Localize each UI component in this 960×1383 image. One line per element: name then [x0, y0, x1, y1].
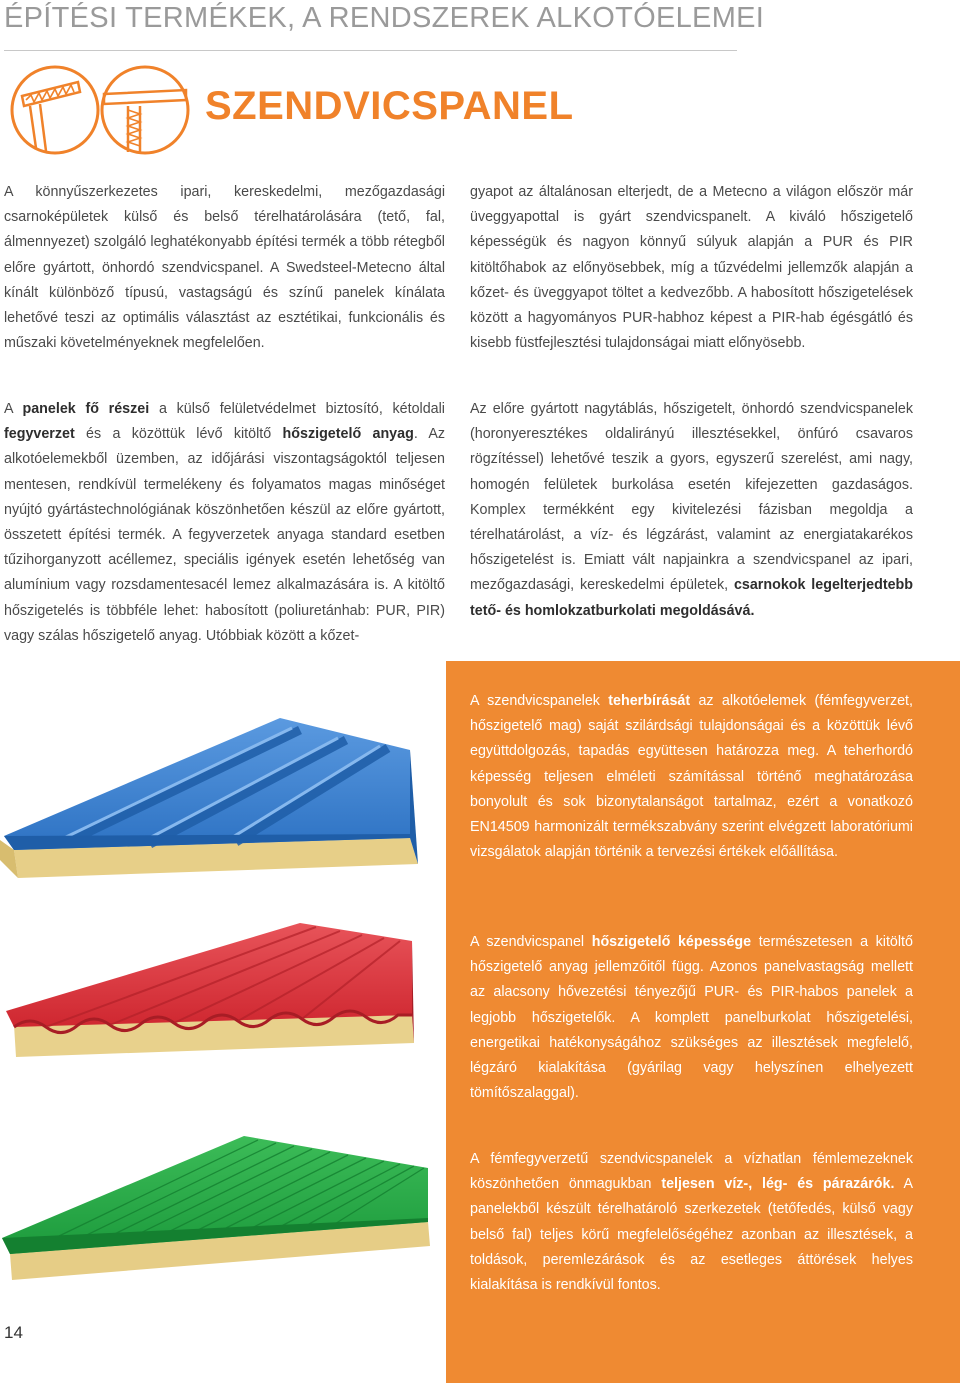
intro-right-text: gyapot az általánosan elterjedt, de a Metecno a világon először már üveggyapottal is gyárt szendvicspanelt. A kiváló hőszigetelő képességük és nagyon könnyű súlyuk alapján a PUR és PIR kitöltőhabok az előnyösebbek, míg a tűzvédelmi jellemzők alapján a kőzet- és üveggyapot töltet a kedvezőbb. A habosított hőszigetelések között a hagyományos PUR-habhoz képest a PIR-hab égésgátló és kisebb füstfejlesztési tulajdonságai miatt előnyösebb. — [470, 184, 913, 352]
emphasis-solution: csarnokok legelterjedtebb tető- és homlokzatburkolati megoldásává. — [470, 577, 914, 619]
parts-left-column — [4, 397, 445, 649]
parts-right-text: Az előre gyártott nagytáblás, hőszigetelt, önhordó szendvicspanelek (horonyeresztékes oldalirányú illesztésekkel, önfúró csavaros rögzítéssel) lehetővé teszik a gyors, egyszerű szerelést, ami nagy, homogén felületek burkolása esetén kifejezetten gazdaságos. Komplex termékként egy kivitelezési fázisban megoldja a térelhatárolást, a víz- és légzárást, valamint az energiatakarékos hőszigetelést is. Emiatt vált napjainkra a szendvicspanel az ipari, mezőgazdasági, kereskedelmi épületek, csarnokok legelterjedtebb tető- és homlokzatburkolati megoldásává. — [470, 401, 914, 619]
emphasis-insulation: hőszigetelő anyag — [282, 426, 414, 443]
blue-trapezoid-panel-image — [0, 690, 446, 895]
intro-left-column — [4, 180, 445, 356]
logo — [0, 62, 200, 167]
emphasis-panel-parts: panelek fő részei — [22, 401, 150, 417]
emphasis-insulation-capacity: hőszigetelő képessége — [591, 934, 752, 950]
header-divider — [4, 50, 737, 51]
red-corrugated-panel-image — [0, 915, 446, 1100]
emphasis-facing: fegyverzet — [4, 426, 75, 443]
intro-right-column — [470, 180, 913, 356]
parts-left-text: A panelek fő részei a külső felületvédelmet biztosító, kétoldali fegyverzet és a közöttük lévő kitöltő hőszigetelő anyag. Az alkotóelemekből üzemben, az időjárási viszontagságoktól teljesen mentesen, rendkívül termelékeny és folyamatos magas minőséget nyújtó gyártástechnológiának köszönhetően készül az előre gyártott, összetett építési termék. A fegyverzetek anyaga standard esetben tűzihorganyzott acéllemez, speciális igények esetén lehetőség van alumínium vagy rozsdamentesacél lemez alkalmazására is. A kitöltő hőszigetelés is többféle lehet: habosított (poliuretánhab: PUR, PIR) vagy szálas hőszigetelő anyag. Utóbbiak között a kőzet- — [4, 401, 445, 644]
load-capacity-paragraph: A szendvicspanelek teherbírását az alkotóelemek (fémfegyverzet, hőszigetelő mag) saját szilárdsági tulajdonságai és a közöttük lévő együttdolgozás, tapadás együttesen határozza meg. A teherhordó képesség teljesen elméleti számítással történő meghatározása bonyolult és sok bizonytalanságot tartalmaz, ezért a vonatkozó EN14509 harmonizált termékszabvány szerint elvégzett laboratóriumi vizsgálatok alapján történik a tervezési értékek előállítása. — [470, 693, 914, 861]
emphasis-sealing: teljesen víz-, lég- és párazárók. — [661, 1176, 895, 1193]
emphasis-load-capacity: teherbírását — [608, 693, 691, 709]
insulation-paragraph: A szendvicspanel hőszigetelő képessége természetesen a kitöltő hőszigetelő anyag jellemzőitől függ. Azonos panelvastagság mellett az alacsony hővezetési tényezőjű PUR- és PIR-habos panelek a legjobb hőszigetelők. A komplett panelburkolat hőszigetelési, energetikai hatékonyságához szükséges az illesztések megfelelő, légzáró kialakítása (gyárilag vagy helyszínen elhelyezett tömítőszalaggal). — [470, 934, 913, 1102]
wall-panel-icon — [12, 67, 98, 153]
green-ribbed-panel-image — [0, 1128, 446, 1303]
parts-right-column — [470, 397, 913, 624]
section-topic: ÉPÍTÉSI TERMÉKEK, A RENDSZEREK ALKOTÓELEMEI — [4, 2, 765, 34]
roof-panel-icon — [102, 67, 188, 153]
page-number: 14 — [4, 1323, 23, 1342]
intro-left-text: A könnyűszerkezetes ipari, kereskedelmi, mezőgazdasági csarnoképületek külső és belső térelhatárolására (tető, fal, álmennyezet) szolgáló leghatékonyabb építési termék a több rétegből előre gyártott, önhordó szendvicspanel. A Swedsteel-Metecno által kínált különböző típusú, vastagságú és színű panelek kínálata lehetővé teszi az optimális választást az esztétikai, funkcionális és műszaki követelményeknek megfelelően. — [4, 184, 445, 352]
sealing-paragraph: A fémfegyverzetű szendvicspanelek a vízhatlan fémlemezeknek köszönhetően önmagukban teljesen víz-, lég- és párazárók. A panelekből készült térelhatároló szerkezetek (tetőfedés, külső vagy belső fal) teljes körű megfelelőségéhez azonban az illesztések, a toldások, peremlezárások és az esetleges áttörések helyes kialakítása is rendkívül fontos. — [470, 1151, 913, 1294]
page-title: SZENDVICSPANEL — [205, 84, 574, 128]
